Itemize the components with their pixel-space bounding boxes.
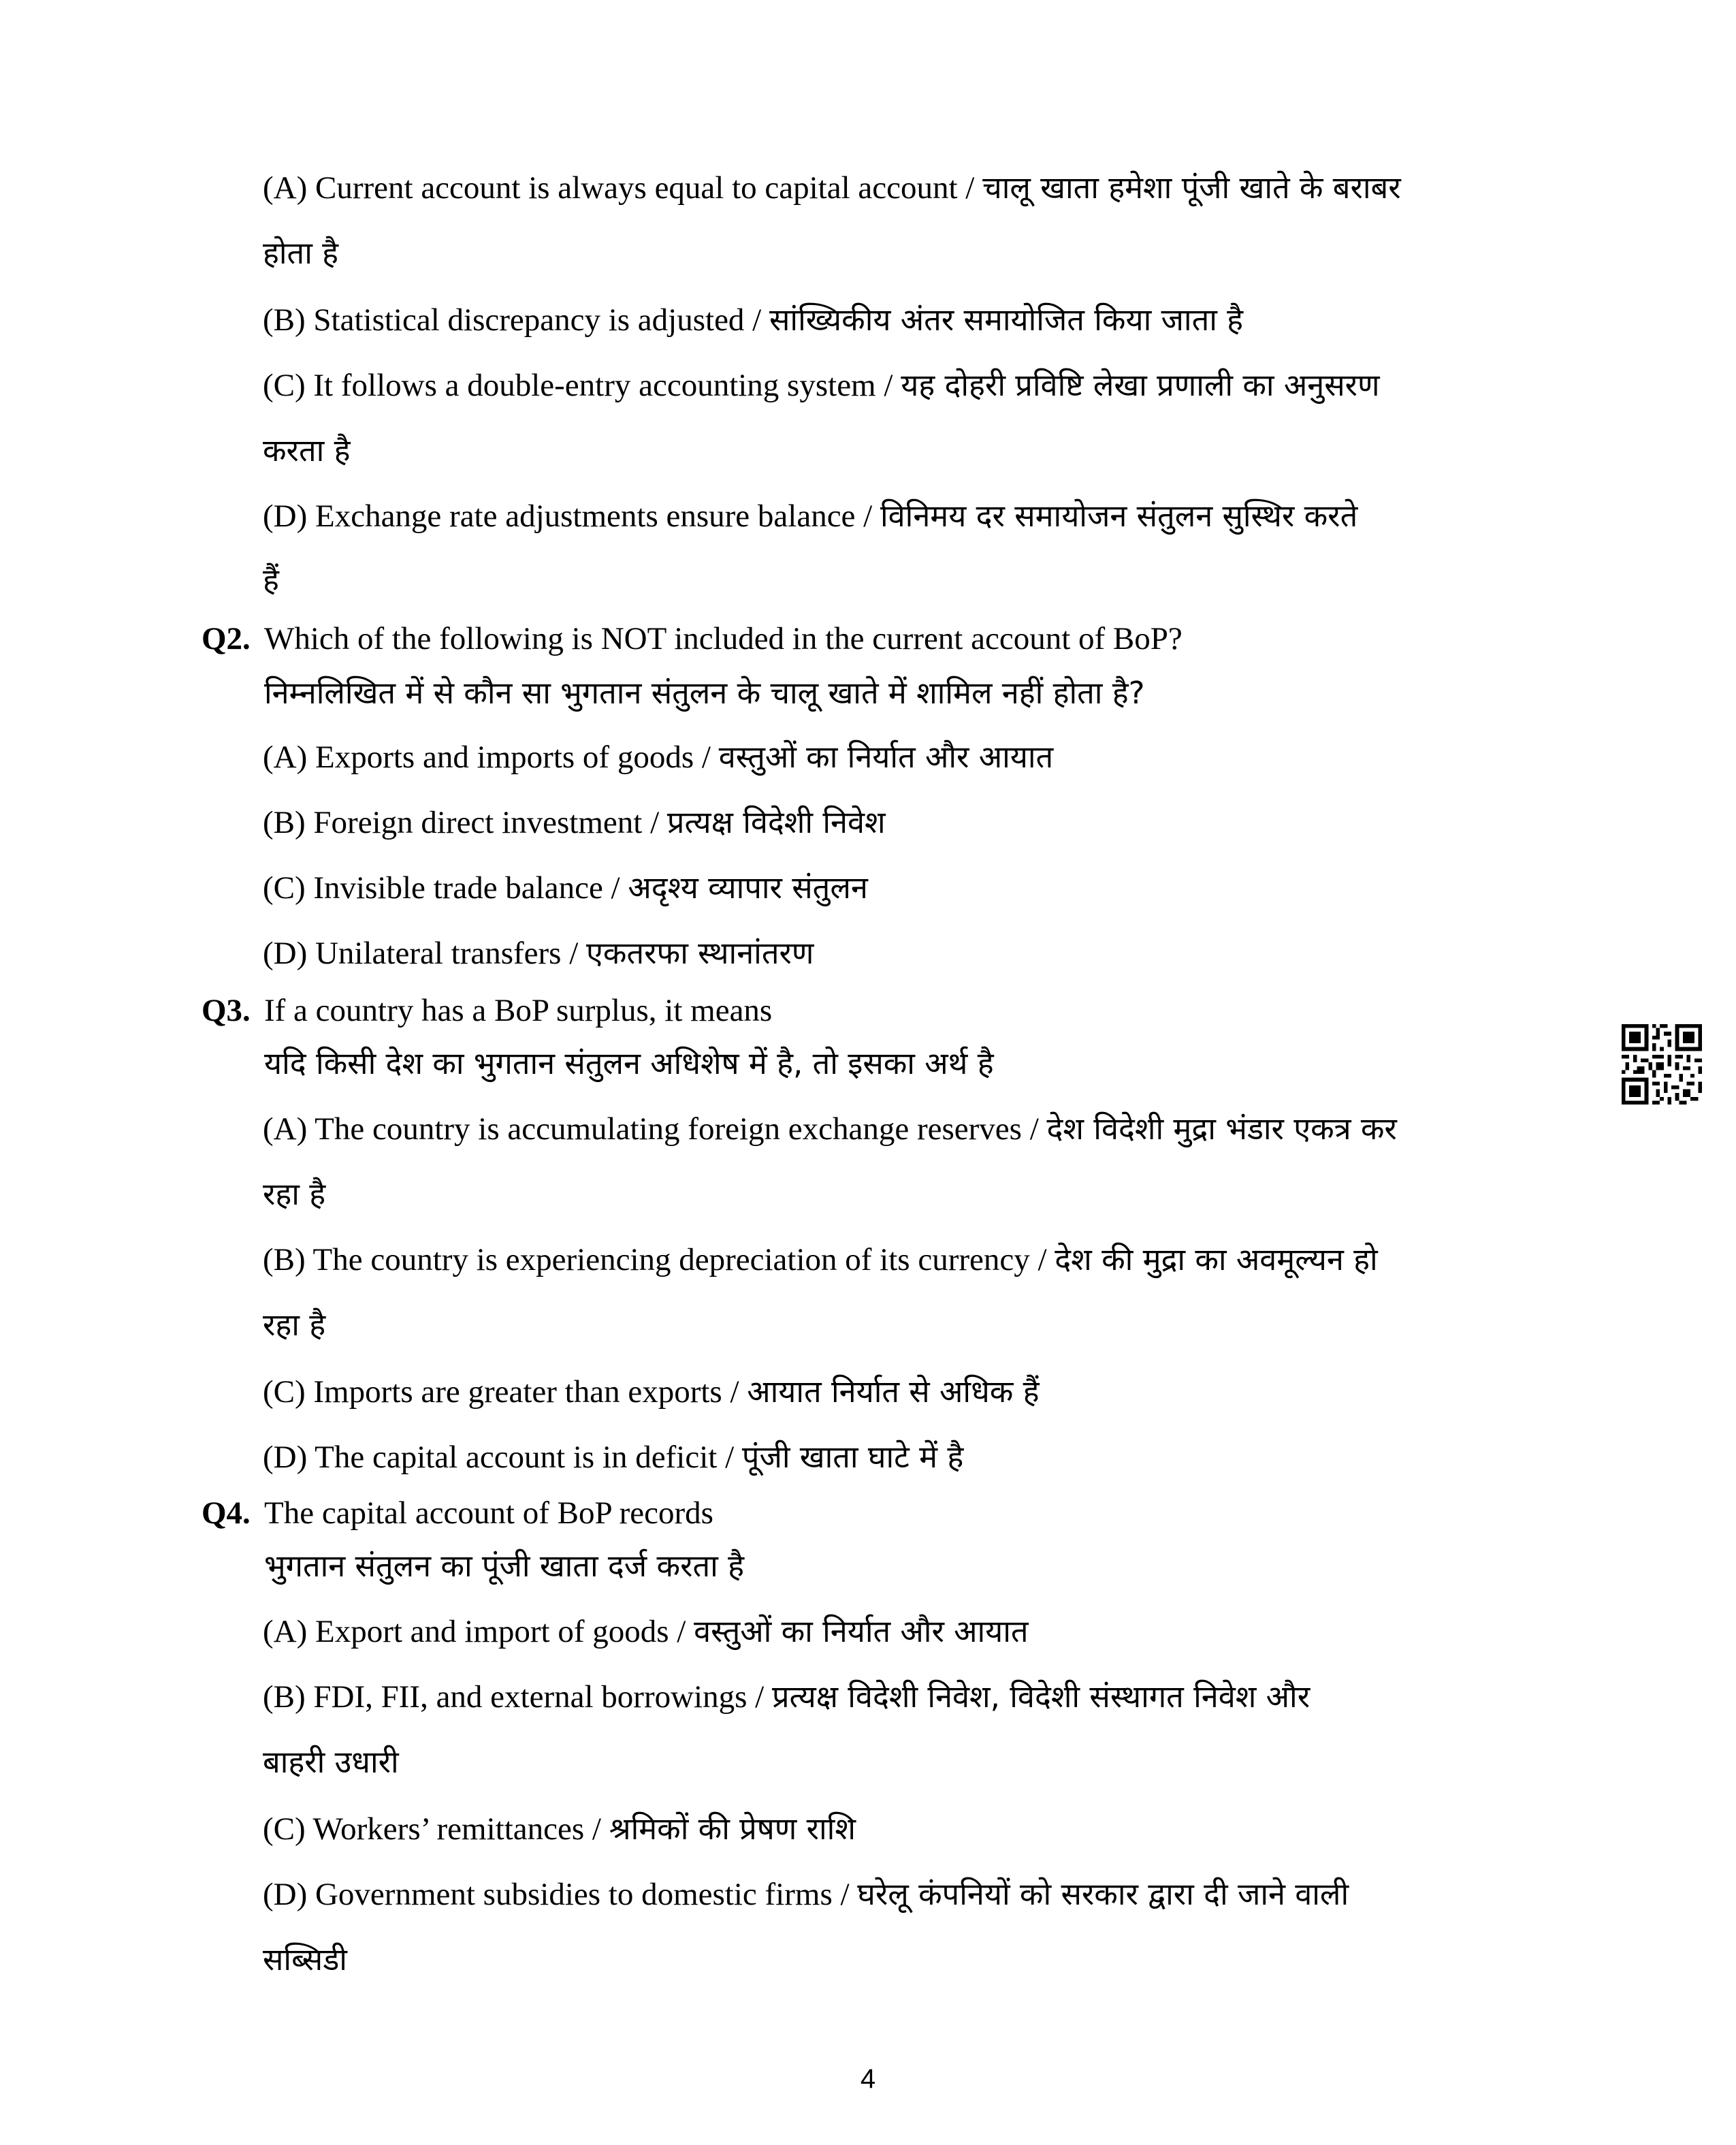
- q1-option-a-hi: चालू खाता हमेशा पूंजी खाते के बराबर: [982, 170, 1401, 206]
- q2-option-b-hi: प्रत्यक्ष विदेशी निवेश: [666, 804, 886, 840]
- q3-option-a-en: (A) The country is accumulating foreign exchange reserves /: [263, 1111, 1039, 1147]
- q3-option-c: [263, 1371, 1040, 1412]
- q4-option-d-hi: घरेलू कंपनियों को सरकार द्वारा दी जाने वाली: [857, 1876, 1349, 1912]
- q3-option-d-hi: पूंजी खाता घाटे में है: [741, 1439, 964, 1475]
- q1-option-c-hi-continued: करता है: [263, 432, 351, 468]
- q3-option-b-hi-continued: रहा है: [263, 1307, 326, 1343]
- q1-option-c-hi: यह दोहरी प्रविष्टि लेखा प्रणाली का अनुसरण: [901, 367, 1380, 403]
- q4-option-c-hi: श्रमिकों की प्रेषण राशि: [609, 1811, 856, 1847]
- q4-text-en: The capital account of BoP records: [264, 1495, 713, 1531]
- q2-option-d-en: (D) Unilateral transfers /: [263, 936, 579, 971]
- q4-option-a: [263, 1611, 1029, 1652]
- q3-option-b-hi: देश की मुद्रा का अवमूल्यन हो: [1055, 1241, 1378, 1277]
- q4-option-a-en: (A) Export and import of goods /: [263, 1614, 686, 1649]
- q1-option-a: [263, 168, 1401, 208]
- q2-option-b-en: (B) Foreign direct investment /: [263, 805, 660, 840]
- q4-option-d-hi-continued: सब्सिडी: [263, 1941, 347, 1977]
- q4-number: Q4.: [202, 1495, 251, 1531]
- q2-option-a-hi: वस्तुओं का निर्यात और आयात: [718, 739, 1054, 775]
- q3-text-hi: यदि किसी देश का भुगतान संतुलन अधिशेष में है, तो इसका अर्थ है: [264, 1045, 994, 1081]
- q3-option-c-hi: आयात निर्यात से अधिक हैं: [747, 1373, 1040, 1410]
- q3-option-a: [263, 1109, 1397, 1149]
- q2-text-hi: निम्नलिखित में से कौन सा भुगतान संतुलन के चालू खाते में शामिल नहीं होता है?: [264, 675, 1145, 711]
- q2-option-a-en: (A) Exports and imports of goods /: [263, 740, 711, 775]
- q1-option-b-hi: सांख्यिकीय अंतर समायोजित किया जाता है: [769, 302, 1244, 338]
- q1-option-b-en: (B) Statistical discrepancy is adjusted /: [263, 302, 762, 338]
- page-number: 4: [860, 2064, 876, 2094]
- qr-code-icon: [1622, 1024, 1702, 1105]
- q1-option-d-hi-continued: हैं: [263, 562, 279, 598]
- q4-option-b-hi: प्रत्यक्ष विदेशी निवेश, विदेशी संस्थागत निवेश और: [771, 1679, 1311, 1715]
- q3-text-en: If a country has a BoP surplus, it means: [264, 993, 773, 1028]
- q4-option-d: [263, 1874, 1349, 1915]
- q3-option-d-en: (D) The capital account is in deficit /: [263, 1440, 735, 1475]
- q1-option-c: [263, 365, 1380, 406]
- q1-option-b: [263, 300, 1243, 340]
- q3-option-a-hi-continued: रहा है: [263, 1176, 326, 1212]
- q2-option-d: [263, 933, 814, 974]
- q2-option-b: [263, 802, 886, 843]
- q2-option-a: [263, 737, 1053, 778]
- q2-text-en: Which of the following is NOT included in the current account of BoP?: [264, 621, 1183, 656]
- q1-option-a-en: (A) Current account is always equal to capital account /: [263, 170, 975, 206]
- q4-option-c: [263, 1809, 856, 1849]
- q3-number: Q3.: [202, 993, 251, 1028]
- q4-option-b-en: (B) FDI, FII, and external borrowings /: [263, 1679, 765, 1715]
- q3-option-a-hi: देश विदेशी मुद्रा भंडार एकत्र कर: [1046, 1111, 1397, 1147]
- q2-number: Q2.: [202, 621, 251, 656]
- q2-option-c-en: (C) Invisible trade balance /: [263, 870, 620, 906]
- q1-option-c-en: (C) It follows a double-entry accounting system /: [263, 368, 893, 403]
- q1-option-d-en: (D) Exchange rate adjustments ensure balance /: [263, 498, 873, 534]
- q1-option-d: [263, 496, 1357, 537]
- q4-option-a-hi: वस्तुओं का निर्यात और आयात: [694, 1613, 1029, 1649]
- q4-text-hi: भुगतान संतुलन का पूंजी खाता दर्ज करता है: [264, 1548, 744, 1584]
- q4-option-c-en: (C) Workers’ remittances /: [263, 1811, 601, 1847]
- q3-option-c-en: (C) Imports are greater than exports /: [263, 1374, 739, 1410]
- q2-option-c-hi: अदृश्य व्यापार संतुलन: [628, 870, 868, 906]
- q4-option-b: [263, 1677, 1310, 1717]
- q1-option-a-hi-continued: होता है: [263, 235, 339, 271]
- q4-option-b-hi-continued: बाहरी उधारी: [263, 1744, 399, 1780]
- q2-option-d-hi: एकतरफा स्थानांतरण: [586, 935, 814, 971]
- q1-option-d-hi: विनिमय दर समायोजन संतुलन सुस्थिर करते: [880, 498, 1358, 534]
- q3-option-d: [263, 1437, 963, 1478]
- q3-option-b-en: (B) The country is experiencing depreciation of its currency /: [263, 1242, 1047, 1277]
- q3-option-b: [263, 1239, 1378, 1280]
- q2-option-c: [263, 868, 868, 908]
- q4-option-d-en: (D) Government subsidies to domestic firms /: [263, 1877, 850, 1912]
